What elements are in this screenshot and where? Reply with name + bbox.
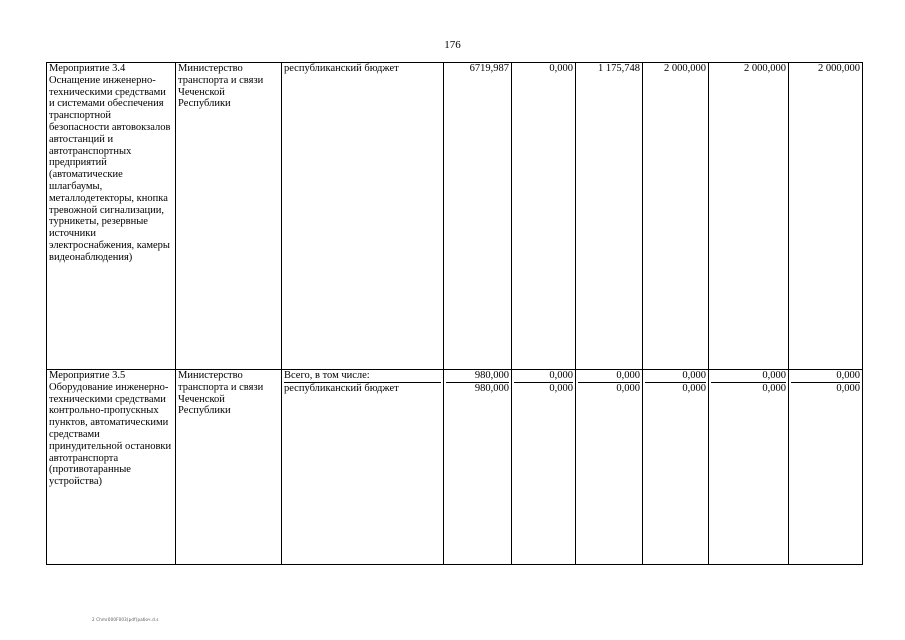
- executor-cell: Министерство транспорта и связи Чеченской Республики: [176, 370, 282, 565]
- page-number: 176: [444, 39, 461, 51]
- table-row: [47, 370, 863, 565]
- value-cell: [512, 370, 576, 565]
- value-cell: [709, 370, 789, 565]
- executor-cell: Министерство транспорта и связи Чеченской Республики: [176, 63, 282, 370]
- budget-table: [46, 62, 863, 565]
- value-line: 0,000: [616, 382, 640, 394]
- value-cell: [789, 370, 863, 565]
- value-cell: [444, 370, 512, 565]
- footer-stamp: 2 Сhmr000F003(pdf)рабоч.d.s: [92, 617, 159, 622]
- value-line: 0,000: [549, 382, 573, 394]
- value-cell: 0,000: [512, 63, 576, 370]
- funding-source-line: республиканский бюджет: [284, 382, 399, 394]
- value-total: 0,000: [514, 370, 573, 383]
- value-cell: 1 175,748: [576, 63, 643, 370]
- value-total: 0,000: [578, 370, 640, 383]
- value-line: 0,000: [762, 382, 786, 394]
- measure-cell: Мероприятие 3.4 Оснащение инженерно-техническими средствами и системами обеспечения транспортной безопасности автовокзалов автостанций и автотранспортных предприятий (автоматические шлагбаумы, металлодетекторы, кнопка тревожной сигнализации, турникеты, резервные источники электроснабжения, камеры видеонаблюдения): [47, 63, 176, 370]
- measure-cell: Мероприятие 3.5 Оборудование инженерно-техническими средствами контрольно-пропускных пунктов, автоматическими средствами принудительной остановки автотранспорта (противотаранные устройства): [47, 370, 176, 565]
- value-cell: [576, 370, 643, 565]
- value-line: 980,000: [474, 382, 509, 394]
- funding-source-total: Всего, в том числе:: [284, 370, 441, 383]
- value-line: 0,000: [836, 382, 860, 394]
- value-cell: [643, 370, 709, 565]
- value-total: 0,000: [711, 370, 786, 383]
- funding-source-cell: республиканский бюджет: [282, 63, 444, 370]
- value-total: 0,000: [645, 370, 706, 383]
- funding-source-cell: [282, 370, 444, 565]
- value-cell: 6719,987: [444, 63, 512, 370]
- value-line: 0,000: [682, 382, 706, 394]
- value-total: 980,000: [446, 370, 509, 383]
- table-row: [47, 63, 863, 370]
- value-cell: 2 000,000: [709, 63, 789, 370]
- value-total: 0,000: [791, 370, 860, 383]
- value-cell: 2 000,000: [643, 63, 709, 370]
- value-cell: 2 000,000: [789, 63, 863, 370]
